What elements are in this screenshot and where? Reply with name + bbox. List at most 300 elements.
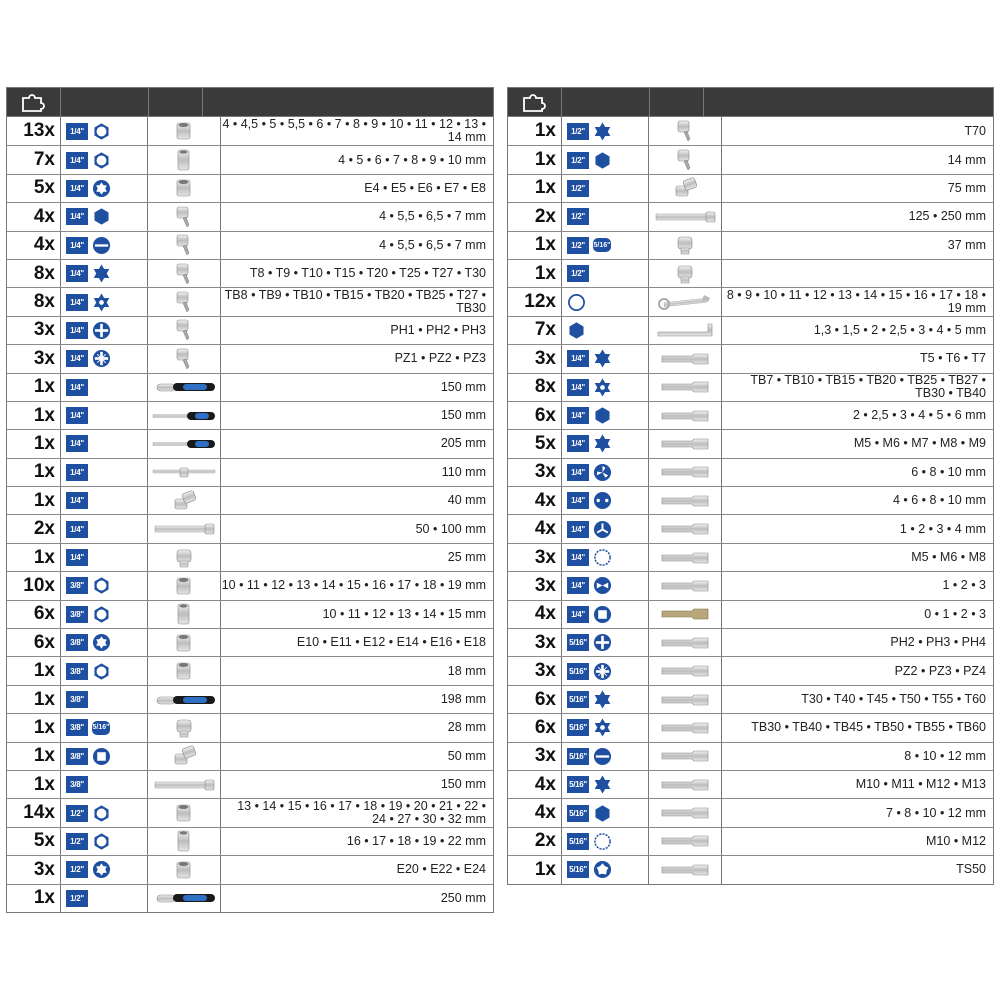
drive-size-badge: 1/2" <box>567 265 589 282</box>
table-row <box>7 174 493 202</box>
drive-size-badge: 5/16" <box>567 776 589 793</box>
drive-size-badge: 1/4" <box>66 549 88 566</box>
drive-size-badge: 1/2" <box>567 123 589 140</box>
table-row <box>7 713 493 741</box>
quantity-cell: 3x <box>508 629 562 656</box>
table-row <box>508 344 993 372</box>
quantity-cell: 1x <box>508 175 562 202</box>
square-icon <box>593 605 612 624</box>
quantity-cell: 1x <box>7 430 61 457</box>
table-row <box>7 884 493 912</box>
quantity-cell: 3x <box>508 459 562 486</box>
puzzle-icon <box>7 88 61 116</box>
drive-cell <box>562 771 649 798</box>
drive-size-badge: 1/4" <box>66 407 88 424</box>
table-row <box>7 486 493 514</box>
drive-cell <box>61 657 148 684</box>
size-description: 10 • 11 • 12 • 13 • 14 • 15 • 16 • 17 • 18 • 19 mm <box>221 578 486 593</box>
drive-size-badge: 1/4" <box>567 521 589 538</box>
table-row <box>7 259 493 287</box>
quantity-cell: 1x <box>7 885 61 912</box>
size-description: 4 • 5,5 • 6,5 • 7 mm <box>379 237 486 252</box>
size-description: 28 mm <box>447 720 486 735</box>
spline-icon <box>593 832 612 851</box>
quantity-cell: 5x <box>508 430 562 457</box>
table-body <box>7 117 493 912</box>
table-row <box>7 543 493 571</box>
drive-size-badge: 5/16" <box>567 663 589 680</box>
quantity-cell: 6x <box>7 629 61 656</box>
quantity-cell: 5x <box>7 175 61 202</box>
table-row <box>7 344 493 372</box>
table-row <box>7 656 493 684</box>
table-row <box>7 202 493 230</box>
tri-wing-icon <box>593 463 612 482</box>
table-row <box>508 259 993 287</box>
torx-icon <box>92 264 111 283</box>
size-description: 2 • 2,5 • 3 • 4 • 5 • 6 mm <box>852 408 986 423</box>
phillips-icon <box>92 321 111 340</box>
quantity-cell: 1x <box>7 402 61 429</box>
drive-cell <box>562 544 649 571</box>
extension-image <box>148 515 221 542</box>
deep-socket-image <box>148 146 221 173</box>
socket-image <box>148 117 221 145</box>
torx-tamper-icon <box>593 718 612 737</box>
bit-image <box>649 402 722 429</box>
drive-size-badge: 1/4" <box>66 152 88 169</box>
table-row <box>7 287 493 315</box>
size-description: 250 mm <box>440 890 486 905</box>
quantity-cell: 3x <box>508 657 562 684</box>
size-description: M5 • M6 • M8 <box>911 550 986 565</box>
bit-image <box>649 771 722 798</box>
drive-cell <box>562 686 649 713</box>
bit-image <box>649 629 722 656</box>
drive-cell <box>562 345 649 372</box>
size-description: PZ1 • PZ2 • PZ3 <box>394 351 486 366</box>
drive-size-badge: 1/4" <box>567 606 589 623</box>
table-row <box>508 514 993 542</box>
size-description: 4 • 4,5 • 5 • 5,5 • 6 • 7 • 8 • 9 • 10 • 11 • 12 • 13 • 14 mm <box>222 117 486 145</box>
size-description: 8 • 9 • 10 • 11 • 12 • 13 • 14 • 15 • 16 • 17 • 18 • 19 mm <box>726 288 986 316</box>
size-description: M10 • M12 <box>926 833 986 848</box>
quantity-cell: 1x <box>7 771 61 798</box>
table-row <box>7 600 493 628</box>
square-icon <box>92 747 111 766</box>
drive-size-badge: 3/8" <box>66 606 88 623</box>
drive-cell <box>61 629 148 656</box>
drive-size-badge: 1/2" <box>567 152 589 169</box>
hex-socket-icon <box>92 804 111 823</box>
size-description: E20 • E22 • E24 <box>396 862 486 877</box>
quantity-cell: 7x <box>508 317 562 344</box>
spinner-handle-image <box>148 402 221 429</box>
ring-icon <box>567 293 586 312</box>
hex-key-image <box>649 317 722 344</box>
torx-icon <box>593 434 612 453</box>
adapter-image <box>649 232 722 259</box>
drive-size-badge: 1/4" <box>567 350 589 367</box>
size-description: TS50 <box>956 862 986 877</box>
quantity-cell: 6x <box>7 601 61 628</box>
table-row <box>7 373 493 401</box>
bit-socket-image <box>148 288 221 315</box>
quantity-cell: 8x <box>7 260 61 287</box>
bit-image <box>649 374 722 401</box>
drive-size-badge: 1/4" <box>66 492 88 509</box>
quantity-cell: 7x <box>7 146 61 173</box>
drive-cell <box>562 828 649 855</box>
drive-cell <box>562 629 649 656</box>
size-description: 1 • 2 • 3 • 4 mm <box>899 521 986 536</box>
table-header <box>508 88 993 117</box>
table-row <box>508 486 993 514</box>
drive-size-badge: 1/4" <box>567 435 589 452</box>
drive-cell <box>562 402 649 429</box>
torx-icon <box>593 775 612 794</box>
drive-cell <box>61 345 148 372</box>
size-description: E4 • E5 • E6 • E7 • E8 <box>364 180 486 195</box>
size-description: TB7 • TB10 • TB15 • TB20 • TB25 • TB27 • TB30 • TB40 <box>750 373 986 401</box>
left-table <box>6 87 494 913</box>
drive-cell <box>562 232 649 259</box>
size-description: PZ2 • PZ3 • PZ4 <box>894 663 986 678</box>
drive-size-badge: 1/4" <box>66 379 88 396</box>
drive-cell <box>61 856 148 883</box>
socket-image <box>148 799 221 826</box>
drive-cell <box>61 288 148 315</box>
drive-cell <box>61 515 148 542</box>
socket-image <box>148 629 221 656</box>
drive-cell <box>562 714 649 741</box>
quantity-cell: 4x <box>7 232 61 259</box>
torx-icon <box>593 690 612 709</box>
quantity-cell: 6x <box>508 686 562 713</box>
bit-socket-image <box>148 260 221 287</box>
quantity-cell: 3x <box>508 544 562 571</box>
size-description: 8 • 10 • 12 mm <box>904 748 986 763</box>
table-row <box>508 827 993 855</box>
bit-image <box>649 743 722 770</box>
drive-size-badge: 1/4" <box>66 237 88 254</box>
drive-size-badge: 1/4" <box>567 577 589 594</box>
bit-image <box>649 487 722 514</box>
drive-size-badge: 3/8" <box>66 748 88 765</box>
table-row <box>508 798 993 826</box>
size-description: TB30 • TB40 • TB45 • TB50 • TB55 • TB60 <box>751 720 986 735</box>
drive-cell <box>61 430 148 457</box>
drive-size-badge: 1/4" <box>66 123 88 140</box>
drive-size-badge: 1/2" <box>66 861 88 878</box>
size-description: 110 mm <box>441 464 486 479</box>
table-row <box>7 429 493 457</box>
size-description: 25 mm <box>447 550 486 565</box>
drive-size-badge: 1/2" <box>567 208 589 225</box>
hex-socket-icon <box>92 576 111 595</box>
table-row <box>7 458 493 486</box>
drive-cell <box>61 544 148 571</box>
drive-size-badge: 1/4" <box>567 407 589 424</box>
drive-size-badge: 1/4" <box>66 521 88 538</box>
universal-joint-image <box>148 487 221 514</box>
size-description: 75 mm <box>947 180 986 195</box>
drive-cell <box>61 601 148 628</box>
size-description: T5 • T6 • T7 <box>920 351 986 366</box>
quantity-cell: 1x <box>508 856 562 883</box>
table-row <box>508 429 993 457</box>
drive-size-badge: 5/16" <box>567 691 589 708</box>
drive-size-badge: 1/4" <box>66 208 88 225</box>
table-row <box>508 742 993 770</box>
drive-size-badge: 3/8" <box>66 719 88 736</box>
size-description: 7 • 8 • 10 • 12 mm <box>886 805 986 820</box>
drive-cell <box>562 175 649 202</box>
table-row <box>508 458 993 486</box>
table-row <box>7 145 493 173</box>
size-description: 18 mm <box>447 663 486 678</box>
size-description: 150 mm <box>440 777 486 792</box>
quantity-cell: 3x <box>7 856 61 883</box>
quantity-cell: 13x <box>7 117 61 145</box>
universal-joint-image <box>649 175 722 202</box>
drive-cell <box>562 117 649 145</box>
quantity-cell: 1x <box>7 743 61 770</box>
table-row <box>508 117 993 145</box>
quantity-cell: 1x <box>508 117 562 145</box>
torx-tamper-icon <box>92 293 111 312</box>
wrench-image <box>649 288 722 315</box>
drive-size-badge: 5/16" <box>567 634 589 651</box>
size-description: 16 • 17 • 18 • 19 • 22 mm <box>346 833 486 848</box>
drive-cell <box>61 175 148 202</box>
size-description: PH1 • PH2 • PH3 <box>390 322 486 337</box>
table-row <box>508 202 993 230</box>
quantity-cell: 2x <box>508 203 562 230</box>
quantity-cell: 4x <box>508 515 562 542</box>
torx-tamper-icon <box>593 378 612 397</box>
drive-cell <box>61 374 148 401</box>
t-bar-image <box>148 459 221 486</box>
table-header <box>7 88 493 117</box>
table-row <box>508 571 993 599</box>
table-row <box>7 798 493 826</box>
hex-bit-icon <box>593 406 612 425</box>
table-row <box>7 571 493 599</box>
drive-size-badge: 1/2" <box>567 180 589 197</box>
quantity-cell: 1x <box>7 487 61 514</box>
quantity-cell: 1x <box>7 374 61 401</box>
quantity-cell: 10x <box>7 572 61 599</box>
quantity-cell: 4x <box>508 487 562 514</box>
bit-image <box>649 430 722 457</box>
drive-size-badge: 5/16" <box>567 861 589 878</box>
drive-cell <box>61 714 148 741</box>
size-description: 1,3 • 1,5 • 2 • 2,5 • 3 • 4 • 5 mm <box>813 322 986 337</box>
drive-size-badge: 5/16" <box>567 833 589 850</box>
spinner-handle-image <box>148 430 221 457</box>
drive-size-badge: 3/8" <box>66 776 88 793</box>
table-row <box>7 827 493 855</box>
quantity-cell: 4x <box>7 203 61 230</box>
drive-size-badge: 1/4" <box>567 379 589 396</box>
size-description: T8 • T9 • T10 • T15 • T20 • T25 • T27 • T30 <box>249 266 486 281</box>
quantity-cell: 8x <box>508 374 562 401</box>
ratchet-image <box>148 374 221 401</box>
bit-socket-image <box>148 345 221 372</box>
bit-socket-image <box>649 146 722 173</box>
drive-cell <box>562 260 649 287</box>
drive-size-badge: 3/8" <box>66 577 88 594</box>
quantity-cell: 4x <box>508 799 562 826</box>
drive-size-badge: 5/16" <box>567 719 589 736</box>
socket-image <box>148 175 221 202</box>
hex-socket-icon <box>92 662 111 681</box>
size-description: PH2 • PH3 • PH4 <box>890 635 986 650</box>
size-description: 0 • 1 • 2 • 3 <box>924 606 986 621</box>
bit-image <box>649 657 722 684</box>
quantity-cell: 3x <box>508 345 562 372</box>
drive-size-badge: 1/4" <box>66 350 88 367</box>
bit-image <box>649 544 722 571</box>
spanner-head-icon <box>593 491 612 510</box>
table-row <box>7 401 493 429</box>
drive-cell <box>61 885 148 912</box>
quantity-cell: 3x <box>508 743 562 770</box>
bit-image <box>649 515 722 542</box>
size-description: 40 mm <box>447 493 486 508</box>
quantity-cell: 1x <box>7 714 61 741</box>
quantity-cell: 1x <box>508 232 562 259</box>
bit-image <box>649 572 722 599</box>
e-torx-icon <box>92 860 111 879</box>
drive-cell <box>61 771 148 798</box>
quantity-cell: 12x <box>508 288 562 315</box>
table-row <box>508 628 993 656</box>
drive-cell <box>61 146 148 173</box>
socket-image <box>148 657 221 684</box>
drive-size-badge: 1/4" <box>567 549 589 566</box>
hex-socket-icon <box>92 122 111 141</box>
torq-set-icon <box>593 576 612 595</box>
table-row <box>508 855 993 883</box>
bit-image <box>649 345 722 372</box>
drive-size-badge: 3/8" <box>66 634 88 651</box>
quantity-cell: 1x <box>7 657 61 684</box>
table-row <box>508 770 993 798</box>
extension-image <box>649 203 722 230</box>
quantity-cell: 1x <box>7 459 61 486</box>
size-description: E10 • E11 • E12 • E14 • E16 • E18 <box>296 635 486 650</box>
table-row <box>508 373 993 401</box>
drive-cell <box>562 799 649 826</box>
table-row <box>7 316 493 344</box>
size-description: 37 mm <box>947 237 986 252</box>
socket-image <box>148 572 221 599</box>
socket-image <box>148 856 221 883</box>
drive-cell <box>562 459 649 486</box>
drive-cell <box>562 515 649 542</box>
drive-size-badge: 3/8" <box>66 663 88 680</box>
drive-cell <box>562 743 649 770</box>
quantity-cell: 3x <box>7 345 61 372</box>
slotted-icon <box>593 747 612 766</box>
bit-image <box>649 686 722 713</box>
drive-cell <box>61 572 148 599</box>
drive-cell <box>562 430 649 457</box>
drive-cell <box>61 402 148 429</box>
size-description: 150 mm <box>440 408 486 423</box>
drive-cell <box>562 487 649 514</box>
quantity-cell: 2x <box>508 828 562 855</box>
extension-image <box>148 771 221 798</box>
right-table <box>507 87 994 885</box>
drive-cell <box>61 459 148 486</box>
drive-cell <box>61 828 148 855</box>
drive-size-badge: 1/4" <box>66 180 88 197</box>
drive-cell <box>61 317 148 344</box>
size-description: 6 • 8 • 10 mm <box>911 464 986 479</box>
table-row <box>508 656 993 684</box>
size-description: 10 • 11 • 12 • 13 • 14 • 15 mm <box>322 606 486 621</box>
torx-icon <box>593 349 612 368</box>
drive-cell <box>562 203 649 230</box>
drive-cell <box>562 317 649 344</box>
drive-cell <box>61 799 148 826</box>
size-description: M10 • M11 • M12 • M13 <box>855 777 986 792</box>
secondary-drive-badge: 5/16" <box>92 721 110 735</box>
drive-cell <box>61 686 148 713</box>
table-row <box>508 401 993 429</box>
table-row <box>508 543 993 571</box>
size-description: TB8 • TB9 • TB10 • TB15 • TB20 • TB25 • T27 • TB30 <box>224 288 486 316</box>
secondary-drive-badge: 5/16" <box>593 238 611 252</box>
quantity-cell: 1x <box>7 686 61 713</box>
quantity-cell: 8x <box>7 288 61 315</box>
drive-size-badge: 1/2" <box>66 805 88 822</box>
size-description: 1 • 2 • 3 <box>942 578 986 593</box>
drive-size-badge: 3/8" <box>66 691 88 708</box>
drive-cell <box>61 487 148 514</box>
drive-size-badge: 1/2" <box>567 237 589 254</box>
bit-socket-image <box>649 117 722 145</box>
puzzle-icon <box>508 88 562 116</box>
table-row <box>7 231 493 259</box>
table-row <box>7 628 493 656</box>
size-description: 14 mm <box>947 152 986 167</box>
drive-cell <box>562 657 649 684</box>
size-description: 125 • 250 mm <box>908 209 986 224</box>
size-description: T30 • T40 • T45 • T50 • T55 • T60 <box>801 692 986 706</box>
quantity-cell: 2x <box>7 515 61 542</box>
hex-bit-icon <box>593 804 612 823</box>
e-torx-icon <box>92 633 111 652</box>
drive-cell <box>562 856 649 883</box>
table-row <box>7 770 493 798</box>
size-description: 4 • 6 • 8 • 10 mm <box>892 493 986 508</box>
hex-socket-icon <box>92 832 111 851</box>
size-description: 50 • 100 mm <box>415 521 486 536</box>
drive-size-badge: 1/4" <box>66 322 88 339</box>
drive-cell <box>61 743 148 770</box>
universal-joint-image <box>148 743 221 770</box>
quantity-cell: 5x <box>7 828 61 855</box>
bit-socket-image <box>148 232 221 259</box>
drive-cell <box>562 601 649 628</box>
size-description: M5 • M6 • M7 • M8 • M9 <box>853 436 986 451</box>
size-description: 50 mm <box>447 748 486 763</box>
phillips-icon <box>593 633 612 652</box>
